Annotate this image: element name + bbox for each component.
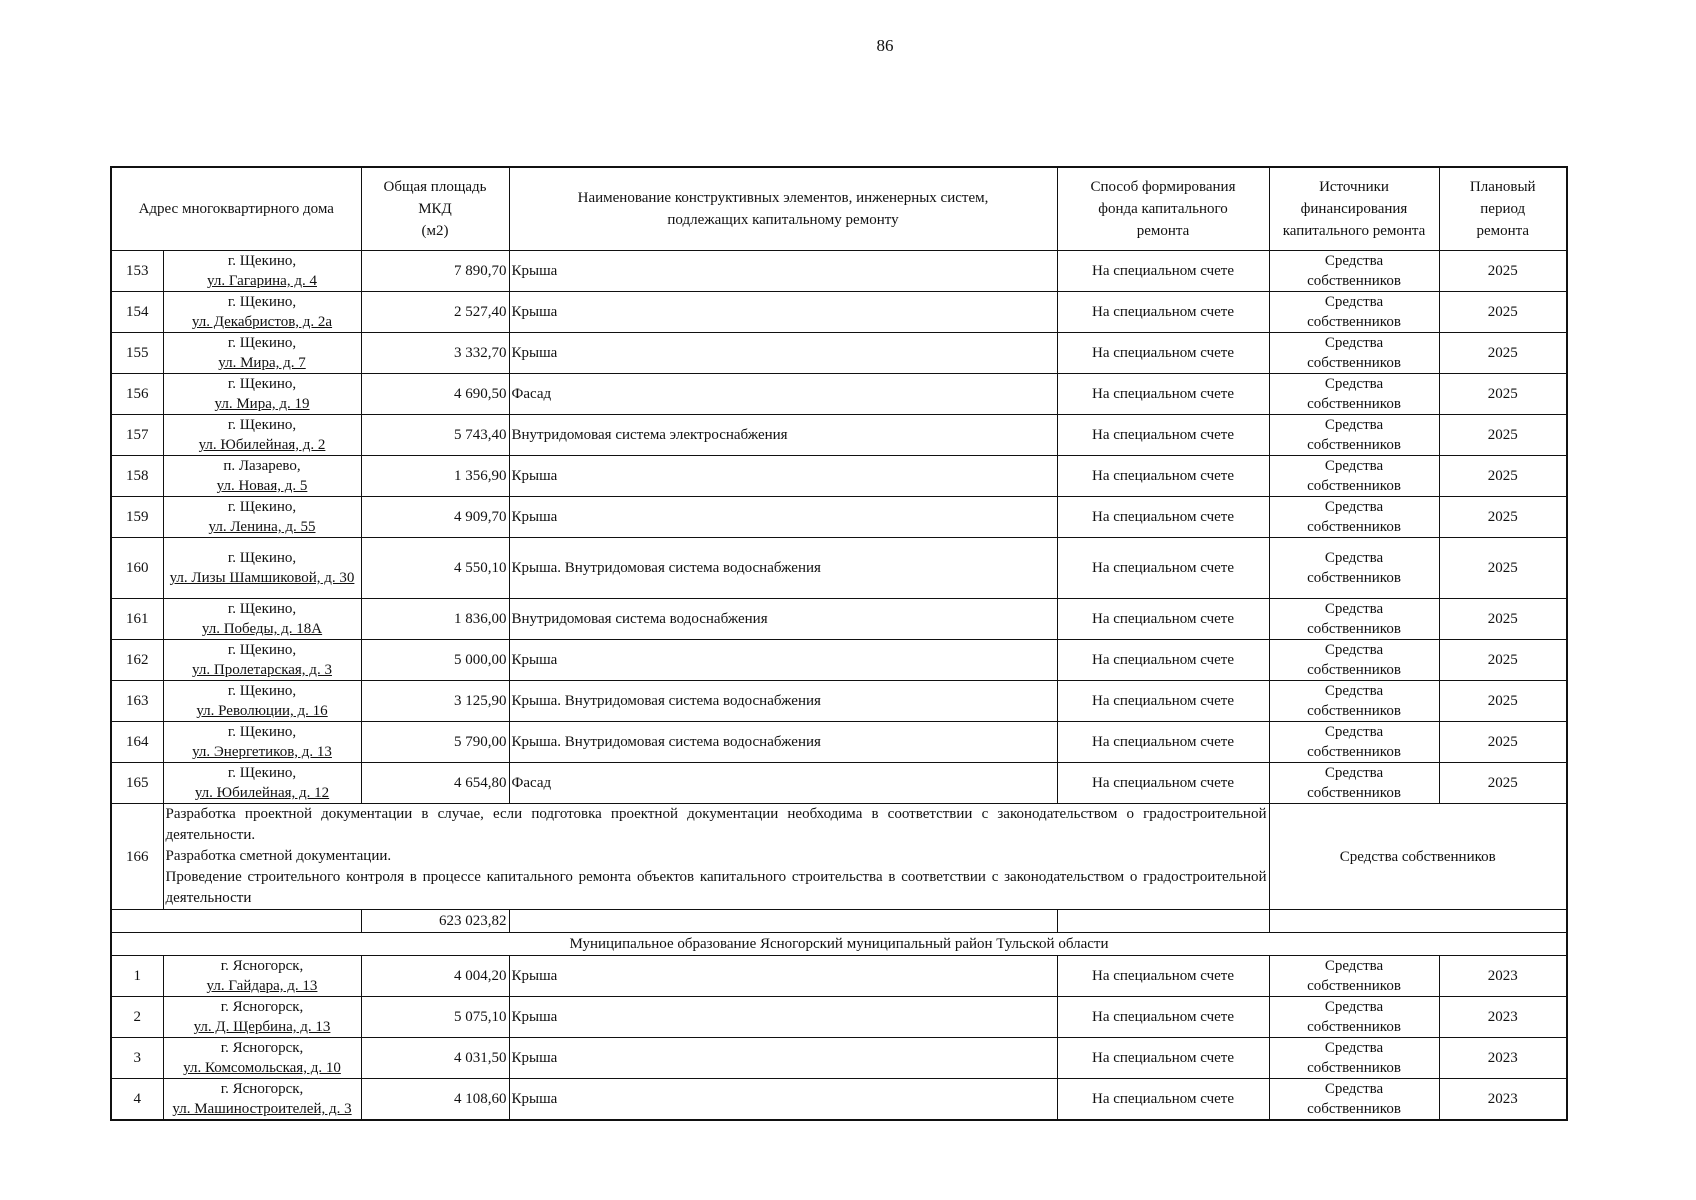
area-cell: 4 909,70 xyxy=(361,497,509,538)
area-cell: 4 690,50 xyxy=(361,374,509,415)
address-street: ул. Энергетиков, д. 13 xyxy=(192,744,332,760)
source-cell: Средства собственников xyxy=(1269,640,1439,681)
address-locality: г. Ясногорск, xyxy=(220,999,304,1015)
area-cell: 5 790,00 xyxy=(361,722,509,763)
elements-cell: Крыша. Внутридомовая система водоснабжения xyxy=(509,538,1057,599)
address-street: ул. Новая, д. 5 xyxy=(216,478,308,494)
source-cell: Средства собственников xyxy=(1269,251,1439,292)
address-locality: г. Щекино, xyxy=(227,724,297,740)
fund-cell: На специальном счете xyxy=(1057,722,1269,763)
elements-cell: Фасад xyxy=(509,763,1057,804)
fund-cell: На специальном счете xyxy=(1057,763,1269,804)
fund-cell: На специальном счете xyxy=(1057,1038,1269,1079)
address-street: ул. Гайдара, д. 13 xyxy=(206,978,318,994)
table-row xyxy=(111,456,1567,497)
address-cell xyxy=(163,333,361,374)
address-locality: г. Щекино, xyxy=(227,253,297,269)
address-cell xyxy=(163,374,361,415)
address-locality: г. Щекино, xyxy=(227,550,297,566)
elements-cell: Внутридомовая система электроснабжения xyxy=(509,415,1057,456)
address-cell xyxy=(163,681,361,722)
header-row xyxy=(111,167,1567,251)
note-source: Средства собственников xyxy=(1269,804,1567,910)
source-cell: Средства собственников xyxy=(1269,456,1439,497)
source-cell: Средства собственников xyxy=(1269,497,1439,538)
table-row xyxy=(111,1038,1567,1079)
period-cell: 2025 xyxy=(1439,333,1567,374)
row-number: 163 xyxy=(111,681,163,722)
table-row xyxy=(111,497,1567,538)
address-cell xyxy=(163,763,361,804)
period-cell: 2023 xyxy=(1439,1079,1567,1121)
address-cell xyxy=(163,292,361,333)
table-row xyxy=(111,763,1567,804)
fund-cell: На специальном счете xyxy=(1057,956,1269,997)
address-street: ул. Пролетарская, д. 3 xyxy=(192,662,332,678)
fund-cell: На специальном счете xyxy=(1057,997,1269,1038)
address-street: ул. Комсомольская, д. 10 xyxy=(183,1060,341,1076)
source-cell: Средства собственников xyxy=(1269,722,1439,763)
source-cell: Средства собственников xyxy=(1269,374,1439,415)
address-locality: п. Лазарево, xyxy=(223,458,301,474)
table-row xyxy=(111,292,1567,333)
source-cell: Средства собственников xyxy=(1269,538,1439,599)
source-cell: Средства собственников xyxy=(1269,1038,1439,1079)
address-street: ул. Декабристов, д. 2а xyxy=(191,314,333,330)
row-number: 3 xyxy=(111,1038,163,1079)
area-cell: 3 125,90 xyxy=(361,681,509,722)
address-cell xyxy=(163,538,361,599)
period-cell: 2025 xyxy=(1439,497,1567,538)
period-cell: 2025 xyxy=(1439,415,1567,456)
address-locality: г. Щекино, xyxy=(227,376,297,392)
address-locality: г. Щекино, xyxy=(227,642,297,658)
header-period: Плановый период ремонта xyxy=(1439,167,1567,251)
elements-cell: Крыша xyxy=(509,956,1057,997)
area-cell: 7 890,70 xyxy=(361,251,509,292)
address-cell xyxy=(163,956,361,997)
fund-cell: На специальном счете xyxy=(1057,497,1269,538)
note-line: Разработка сметной документации. xyxy=(165,848,392,864)
period-cell: 2025 xyxy=(1439,456,1567,497)
municipality-title: Муниципальное образование Ясногорский муниципальный район Тульской области xyxy=(111,933,1567,956)
elements-cell: Крыша xyxy=(509,456,1057,497)
header-address: Адрес многоквартирного дома xyxy=(111,167,361,251)
address-cell xyxy=(163,1038,361,1079)
period-cell: 2023 xyxy=(1439,956,1567,997)
total-row xyxy=(111,910,1567,933)
period-cell: 2025 xyxy=(1439,681,1567,722)
table-row xyxy=(111,374,1567,415)
page-number: 86 xyxy=(876,36,894,55)
address-locality: г. Щекино, xyxy=(227,417,297,433)
fund-cell: На специальном счете xyxy=(1057,374,1269,415)
address-locality: г. Щекино, xyxy=(227,294,297,310)
period-cell: 2025 xyxy=(1439,251,1567,292)
address-street: ул. Мира, д. 7 xyxy=(218,355,306,371)
total-area: 623 023,82 xyxy=(361,910,509,933)
address-street: ул. Юбилейная, д. 12 xyxy=(194,785,330,801)
elements-cell: Фасад xyxy=(509,374,1057,415)
row-number: 164 xyxy=(111,722,163,763)
repair-plan-table xyxy=(110,166,1568,1121)
period-cell: 2025 xyxy=(1439,640,1567,681)
elements-cell: Крыша xyxy=(509,997,1057,1038)
row-number: 160 xyxy=(111,538,163,599)
note-line: Проведение строительного контроля в процессе капитального ремонта объектов капитального строительства в соответствии с законодательством о градостроительной деятельности xyxy=(165,869,1267,906)
row-number: 156 xyxy=(111,374,163,415)
address-street: ул. Победы, д. 18А xyxy=(201,621,323,637)
row-number: 166 xyxy=(111,804,163,910)
address-locality: г. Ясногорск, xyxy=(220,958,304,974)
source-cell: Средства собственников xyxy=(1269,1079,1439,1121)
table-row xyxy=(111,333,1567,374)
row-number: 157 xyxy=(111,415,163,456)
note-text xyxy=(163,804,1269,910)
address-street: ул. Мира, д. 19 xyxy=(214,396,310,412)
area-cell: 5 000,00 xyxy=(361,640,509,681)
table-row xyxy=(111,722,1567,763)
period-cell: 2025 xyxy=(1439,374,1567,415)
table-row xyxy=(111,997,1567,1038)
address-cell xyxy=(163,456,361,497)
address-locality: г. Щекино, xyxy=(227,335,297,351)
note-line: Разработка проектной документации в случае, если подготовка проектной документации необходима в соответствии с законодательством о градостроительной деятельности. xyxy=(165,806,1267,843)
fund-cell: На специальном счете xyxy=(1057,599,1269,640)
row-number: 155 xyxy=(111,333,163,374)
row-number: 161 xyxy=(111,599,163,640)
fund-cell: На специальном счете xyxy=(1057,333,1269,374)
source-cell: Средства собственников xyxy=(1269,681,1439,722)
row-number: 162 xyxy=(111,640,163,681)
source-cell: Средства собственников xyxy=(1269,956,1439,997)
address-locality: г. Щекино, xyxy=(227,601,297,617)
elements-cell: Крыша xyxy=(509,292,1057,333)
address-cell xyxy=(163,599,361,640)
address-street: ул. Машиностроителей, д. 3 xyxy=(172,1101,352,1117)
address-street: ул. Лизы Шамшиковой, д. 30 xyxy=(169,570,355,586)
table-row xyxy=(111,681,1567,722)
elements-cell: Крыша xyxy=(509,497,1057,538)
area-cell: 4 108,60 xyxy=(361,1079,509,1121)
row-number: 159 xyxy=(111,497,163,538)
address-locality: г. Щекино, xyxy=(227,499,297,515)
address-cell xyxy=(163,722,361,763)
source-cell: Средства собственников xyxy=(1269,763,1439,804)
elements-cell: Крыша xyxy=(509,251,1057,292)
address-cell xyxy=(163,997,361,1038)
table-row xyxy=(111,640,1567,681)
period-cell: 2023 xyxy=(1439,997,1567,1038)
area-cell: 5 743,40 xyxy=(361,415,509,456)
address-cell xyxy=(163,640,361,681)
table-row xyxy=(111,251,1567,292)
area-cell: 3 332,70 xyxy=(361,333,509,374)
address-locality: г. Ясногорск, xyxy=(220,1040,304,1056)
fund-cell: На специальном счете xyxy=(1057,292,1269,333)
address-street: ул. Ленина, д. 55 xyxy=(208,519,316,535)
elements-cell: Внутридомовая система водоснабжения xyxy=(509,599,1057,640)
source-cell: Средства собственников xyxy=(1269,292,1439,333)
address-cell xyxy=(163,251,361,292)
table-row xyxy=(111,415,1567,456)
period-cell: 2025 xyxy=(1439,292,1567,333)
header-fund: Способ формирования фонда капитального ремонта xyxy=(1057,167,1269,251)
area-cell: 2 527,40 xyxy=(361,292,509,333)
row-number: 4 xyxy=(111,1079,163,1121)
period-cell: 2023 xyxy=(1439,1038,1567,1079)
header-area: Общая площадь МКД (м2) xyxy=(361,167,509,251)
period-cell: 2025 xyxy=(1439,722,1567,763)
elements-cell: Крыша xyxy=(509,1079,1057,1121)
municipality-row xyxy=(111,933,1567,956)
area-cell: 4 004,20 xyxy=(361,956,509,997)
address-street: ул. Юбилейная, д. 2 xyxy=(198,437,326,453)
area-cell: 5 075,10 xyxy=(361,997,509,1038)
source-cell: Средства собственников xyxy=(1269,599,1439,640)
row-number: 1 xyxy=(111,956,163,997)
header-source: Источники финансирования капитального ремонта xyxy=(1269,167,1439,251)
elements-cell: Крыша. Внутридомовая система водоснабжения xyxy=(509,681,1057,722)
area-cell: 1 356,90 xyxy=(361,456,509,497)
row-number: 158 xyxy=(111,456,163,497)
source-cell: Средства собственников xyxy=(1269,415,1439,456)
area-cell: 4 550,10 xyxy=(361,538,509,599)
address-cell xyxy=(163,1079,361,1121)
address-locality: г. Ясногорск, xyxy=(220,1081,304,1097)
header-elements: Наименование конструктивных элементов, инженерных систем, подлежащих капитальному ремонту xyxy=(509,167,1057,251)
fund-cell: На специальном счете xyxy=(1057,251,1269,292)
row-number: 2 xyxy=(111,997,163,1038)
table-row xyxy=(111,956,1567,997)
fund-cell: На специальном счете xyxy=(1057,681,1269,722)
address-street: ул. Д. Щербина, д. 13 xyxy=(193,1019,331,1035)
fund-cell: На специальном счете xyxy=(1057,640,1269,681)
period-cell: 2025 xyxy=(1439,763,1567,804)
table-row xyxy=(111,599,1567,640)
fund-cell: На специальном счете xyxy=(1057,538,1269,599)
elements-cell: Крыша xyxy=(509,1038,1057,1079)
row-number: 153 xyxy=(111,251,163,292)
area-cell: 4 031,50 xyxy=(361,1038,509,1079)
source-cell: Средства собственников xyxy=(1269,997,1439,1038)
address-cell xyxy=(163,497,361,538)
period-cell: 2025 xyxy=(1439,599,1567,640)
source-cell: Средства собственников xyxy=(1269,333,1439,374)
area-cell: 1 836,00 xyxy=(361,599,509,640)
row-number: 154 xyxy=(111,292,163,333)
address-locality: г. Щекино, xyxy=(227,683,297,699)
elements-cell: Крыша xyxy=(509,333,1057,374)
fund-cell: На специальном счете xyxy=(1057,415,1269,456)
area-cell: 4 654,80 xyxy=(361,763,509,804)
elements-cell: Крыша xyxy=(509,640,1057,681)
elements-cell: Крыша. Внутридомовая система водоснабжения xyxy=(509,722,1057,763)
address-street: ул. Гагарина, д. 4 xyxy=(207,273,317,289)
fund-cell: На специальном счете xyxy=(1057,1079,1269,1121)
table-row-note xyxy=(111,804,1567,910)
table-row xyxy=(111,1079,1567,1121)
row-number: 165 xyxy=(111,763,163,804)
address-cell xyxy=(163,415,361,456)
period-cell: 2025 xyxy=(1439,538,1567,599)
address-street: ул. Революции, д. 16 xyxy=(196,703,328,719)
address-locality: г. Щекино, xyxy=(227,765,297,781)
table-row xyxy=(111,538,1567,599)
fund-cell: На специальном счете xyxy=(1057,456,1269,497)
